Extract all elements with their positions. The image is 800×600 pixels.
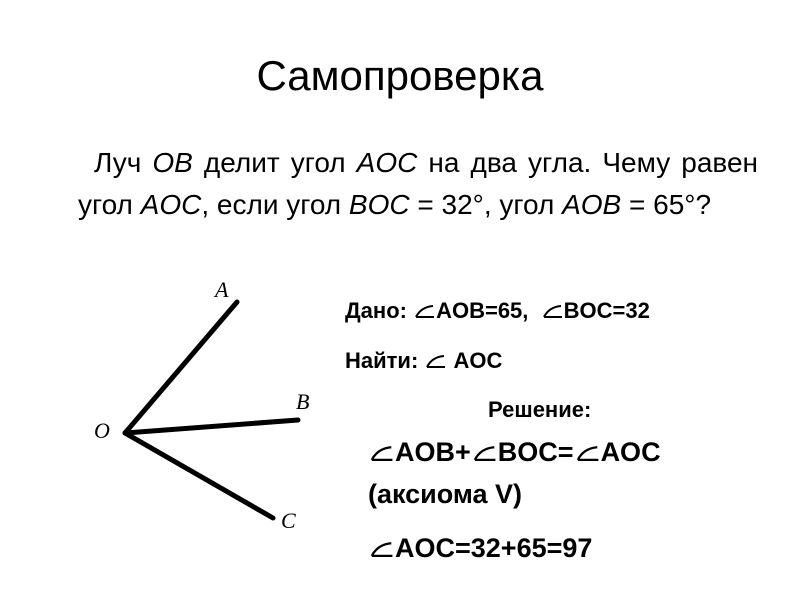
ray-oc [125, 433, 273, 518]
given-angle-aob: AOB=65, [436, 298, 529, 323]
solution-line-1: AOB+ BOC= AOC [368, 437, 661, 468]
point-label-a: A [215, 278, 229, 302]
find-label: Найти: [345, 348, 425, 373]
angle-symbol-icon [574, 445, 600, 461]
slide-title: Самопроверка [256, 52, 544, 99]
given-label: Дано: [345, 298, 414, 323]
solution-line-3: AOC=32+65=97 [368, 533, 592, 564]
angle-symbol-icon [413, 304, 435, 318]
angle-figure [80, 278, 320, 538]
given-line [345, 298, 650, 324]
angle-symbol-icon [368, 541, 394, 557]
find-line [345, 348, 502, 374]
given-angle-boc: BOC=32 [563, 298, 650, 323]
angle-symbol-icon [368, 445, 394, 461]
point-label-o: O [94, 418, 110, 443]
angle-symbol-icon [471, 445, 497, 461]
point-label-c: C [281, 508, 296, 533]
angle-symbol-icon [541, 304, 563, 318]
ray-ob [125, 420, 298, 433]
find-angle: AOC [453, 348, 503, 373]
solution-line-2: (аксиома V) [368, 479, 523, 509]
angle-symbol-icon [424, 354, 446, 368]
problem-statement: Луч OB делит угол AOC на два угла. Чему равен угол AOC, если угол BOC = 32°, угол AOB = 65°? [78, 147, 758, 220]
solution-heading: Решение: [488, 397, 592, 422]
point-label-b: B [296, 389, 310, 414]
ray-oa [125, 302, 237, 433]
